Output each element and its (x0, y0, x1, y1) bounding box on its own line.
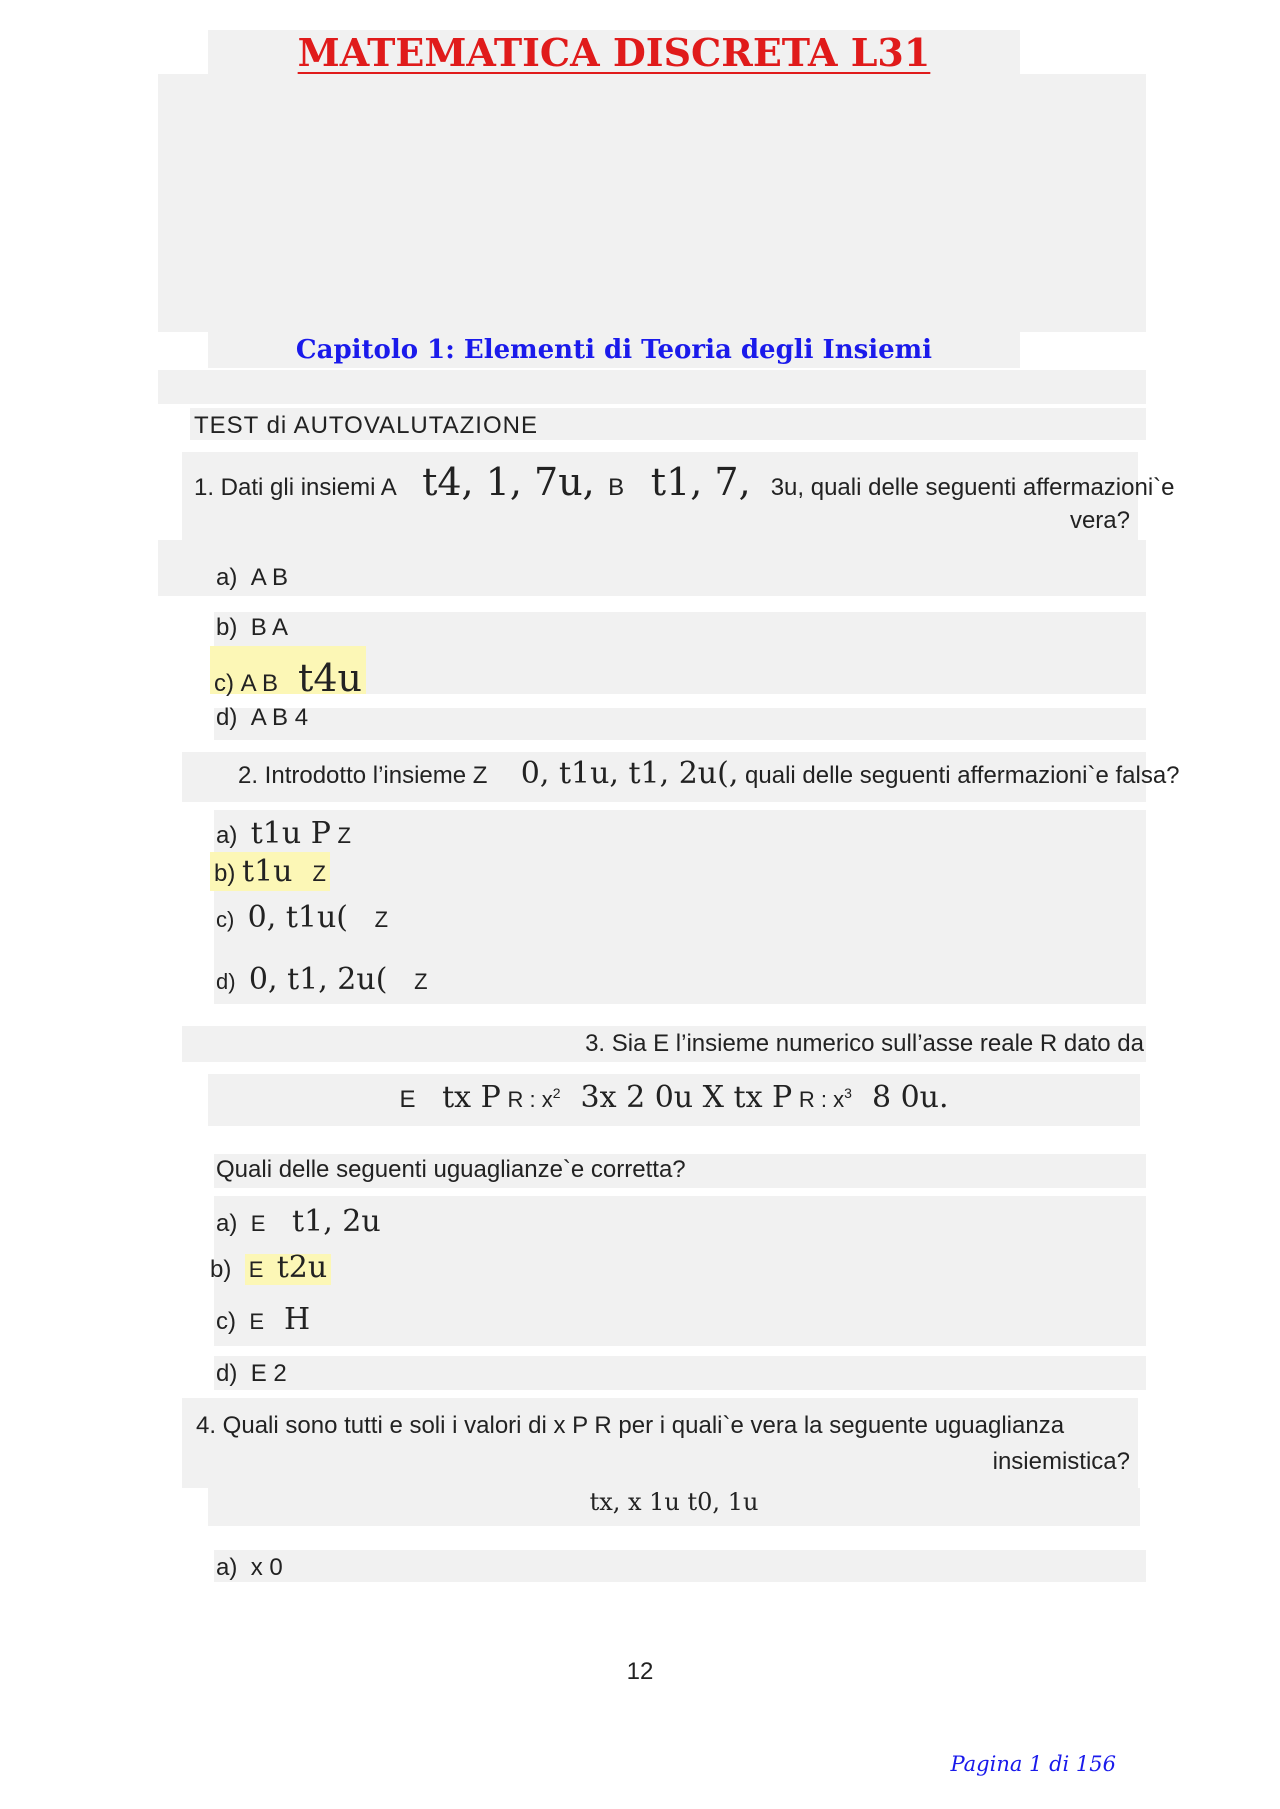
option-text: Z (374, 907, 389, 932)
formula-part: 8 0u. (871, 1080, 949, 1115)
option-label: b) (214, 860, 236, 887)
formula-part: R : x (798, 1087, 845, 1112)
option-math: t1u P (250, 816, 331, 851)
q2-option-c (216, 900, 388, 935)
option-label: c) (216, 1308, 236, 1335)
option-math: t4u (298, 656, 362, 700)
q1-option-c (210, 646, 366, 700)
option-text: E (248, 1257, 264, 1282)
option-label: d) (216, 969, 236, 994)
option-text: B A (250, 614, 289, 641)
band (158, 540, 1146, 596)
formula-part: 3x 2 0u X tx P (580, 1080, 793, 1115)
q1-set-a: t4, 1, 7u, (422, 460, 595, 504)
band (214, 708, 1146, 740)
q1-option-a (216, 564, 288, 592)
q2-rest: quali delle seguenti affermazioni`e falsa? (745, 762, 1180, 789)
q3-option-c (216, 1302, 310, 1337)
option-math: t1u (242, 854, 293, 889)
option-label: a) (216, 564, 238, 591)
q2-option-a (216, 816, 351, 851)
document-title: MATEMATICA DISCRETA L31 (297, 30, 931, 75)
q1-set-b: t1, 7, (650, 460, 751, 504)
option-text: A B (250, 564, 289, 591)
option-text: E (249, 1309, 265, 1334)
option-label: a) (216, 822, 238, 849)
option-math: H (284, 1302, 311, 1337)
q2-option-b (210, 852, 330, 891)
option-text: Z (312, 861, 326, 886)
q2-set: 0, t1u, t1, 2u(, (520, 756, 739, 791)
band (214, 1356, 1146, 1390)
section-heading: TEST di AUTOVALUTAZIONE (194, 412, 538, 439)
formula-e: E (399, 1086, 416, 1113)
option-label: d) (216, 1360, 238, 1387)
band (158, 74, 1146, 332)
chapter-title: Capitolo 1: Elementi di Teoria degli Insiemi (295, 335, 933, 365)
q3-option-b (210, 1250, 331, 1285)
page-number: 12 (626, 1658, 654, 1685)
q2-intro: 2. Introdotto l’insieme Z (238, 762, 488, 789)
formula-part: R : x (507, 1087, 553, 1112)
question-4-text: 4. Quali sono tutti e soli i valori di x P R per i quali`e vera la seguente uguaglianza (196, 1412, 1065, 1439)
option-text: E 2 (250, 1360, 287, 1387)
option-label: b) (216, 614, 238, 641)
q1-set-b-label: B (608, 474, 625, 501)
question-3-text: 3. Sia E l’insieme numerico sull’asse reale R dato da (585, 1030, 1144, 1057)
option-text: Z (414, 969, 428, 994)
option-text: A B 4 (250, 704, 309, 731)
option-text: A B (240, 670, 279, 697)
question-1-text (194, 460, 1175, 504)
pagination-footer: Pagina 1 di 156 (950, 1752, 1116, 1776)
option-label: b) (210, 1256, 232, 1283)
band (214, 1550, 1146, 1582)
question-4-text-cont: insiemistica? (992, 1448, 1130, 1475)
option-label: c) (214, 670, 234, 697)
formula-part: tx P (442, 1080, 501, 1115)
q1-option-d (216, 704, 308, 732)
formula-exponent: 3 (844, 1085, 852, 1101)
q1-rest: 3u, quali delle seguenti affermazioni`e (770, 474, 1175, 501)
question-2-text (238, 756, 1180, 791)
q3-option-d (216, 1360, 287, 1388)
option-math: 0, t1u( (247, 900, 348, 935)
q1-option-b (216, 614, 288, 642)
option-math: t2u (276, 1250, 328, 1285)
q3-option-a (216, 1204, 381, 1239)
q1-intro: 1. Dati gli insiemi A (194, 474, 396, 501)
q2-option-d (216, 962, 428, 997)
option-text: x 0 (250, 1554, 283, 1581)
formula-exponent: 2 (552, 1085, 561, 1101)
q4-formula: tx, x 1u t0, 1u (589, 1488, 759, 1516)
band (158, 370, 1146, 404)
question-3-subquestion: Quali delle seguenti uguaglianze`e corretta? (216, 1156, 686, 1183)
option-label: a) (216, 1554, 238, 1581)
option-label: c) (216, 907, 235, 932)
option-label: d) (216, 704, 238, 731)
option-math: t1, 2u (292, 1204, 381, 1239)
option-text: E (250, 1211, 266, 1236)
q4-option-a (216, 1554, 283, 1582)
option-math: 0, t1, 2u( (248, 962, 388, 997)
option-label: a) (216, 1210, 238, 1237)
q3-formula (208, 1080, 1140, 1115)
option-text: Z (337, 823, 351, 848)
question-1-text-cont: vera? (1069, 507, 1130, 534)
